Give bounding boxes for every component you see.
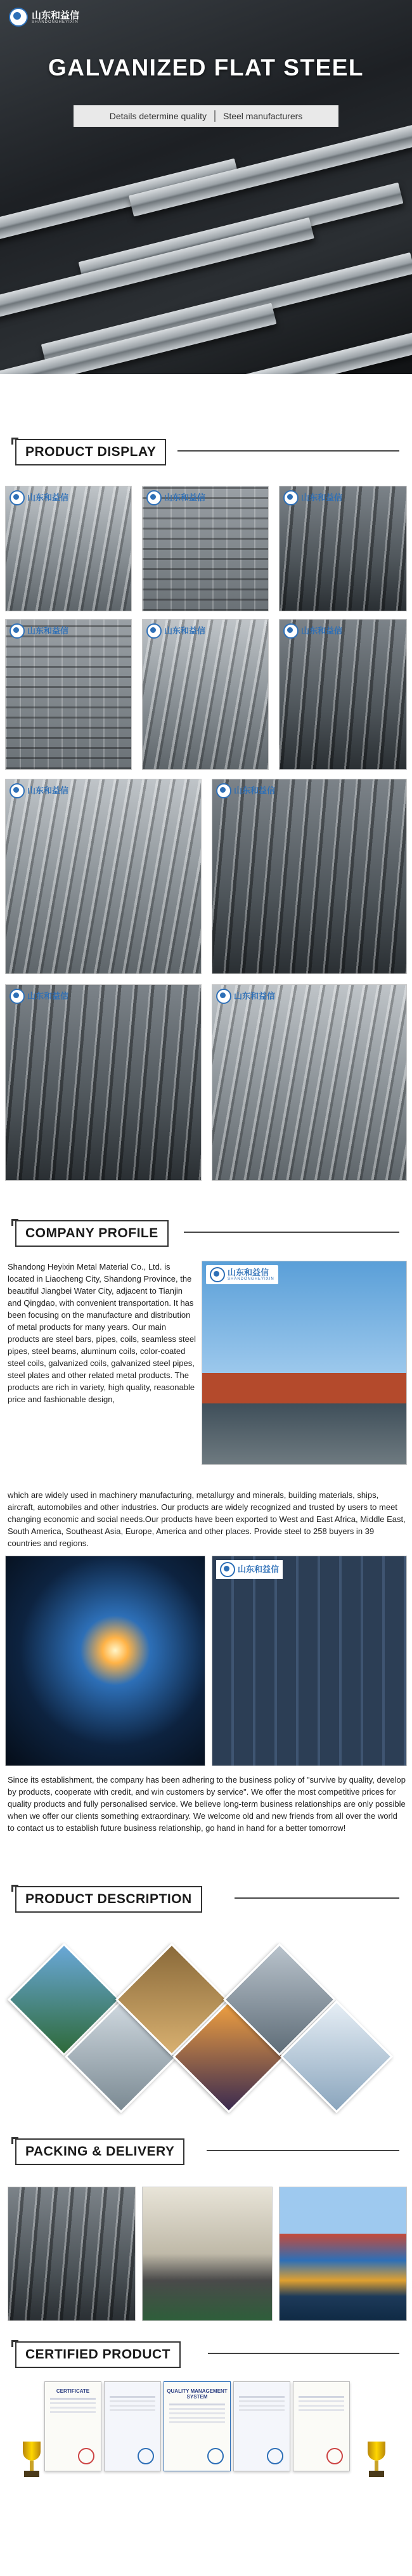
brand-logo	[9, 8, 79, 27]
product-photo: 山东和益信	[142, 486, 269, 611]
certificate-title: QUALITY MANAGEMENT SYSTEM	[167, 2388, 228, 2400]
section-header-company-profile	[11, 1219, 399, 1246]
section-title: PRODUCT DISPLAY	[15, 439, 166, 465]
hero-banner	[0, 0, 412, 374]
steel-bar-image	[0, 303, 276, 374]
section-header-product-description	[11, 1885, 399, 1911]
hero-title: GALVANIZED FLAT STEEL	[48, 55, 364, 81]
company-policy: Since its establishment, the company has been adhering to the business policy of "survive by quality, develop by products, cooperate with credit, and win customers by service". We offer the most competitive prices for quality products and fully personalised service. We believe long-term business relationships are only possible when we offer our clients something extraordinary. We welcome old and new friends from all over the world to contact us to establish future business relationship, go hand in hand for a better tomorrow!	[8, 1775, 406, 1833]
brand-name-cn: 山东和益信	[32, 9, 80, 21]
company-intro: Shandong Heyixin Metal Material Co., Ltd. is located in Liaocheng City, Shandong Province, the beautiful Jiangbei Water City, adjacent to Tianjin and Qingdao, with convenient transportation. It has been focusing on the manufacture and distribution of metal products for many years. Our main products are steel bars, pipes, coils, seamless steel pipes, steel beams, aluminum coils, color-coated steel coils, galvanized coils, galvanized steel pipes, steel plates and other related metal products. The products are rich in variety, high quality, reasonable price and fashionable design,	[8, 1262, 196, 1404]
section-header-packing-delivery	[11, 2137, 399, 2164]
section-title: PRODUCT DESCRIPTION	[15, 1886, 202, 1913]
product-photo: 山东和益信	[5, 984, 202, 1181]
certificate	[44, 2381, 101, 2471]
section-header-certified-product	[11, 2340, 399, 2367]
company-details: which are widely used in machinery manufacturing, metallurgy and minerals, building materials, ships, aircraft, automobiles and other industries. Our products are widely recognized and trusted by users to meet changing economic and social needs.Our products have been exported to West and East Africa, Middle East, South America, Southeast Asia, Europe, America and other places. Provide steel to 258 buyers in 39 countries and regions.	[8, 1490, 406, 1548]
section-header-product-display	[11, 438, 399, 464]
product-photo: 山东和益信	[212, 779, 407, 974]
truck-loading-photo	[142, 2187, 273, 2321]
packing-photo	[8, 2187, 136, 2321]
hero-tagline	[74, 105, 338, 127]
product-photo: 山东和益信	[142, 619, 269, 770]
product-photo: 山东和益信	[5, 486, 132, 611]
tagline-left: Details determine quality	[109, 111, 207, 121]
product-photo: 山东和益信	[212, 984, 407, 1181]
welding-photo	[5, 1556, 205, 1766]
section-title: CERTIFIED PRODUCT	[15, 2341, 181, 2368]
shipping-photo	[279, 2187, 407, 2321]
tagline-right: Steel manufacturers	[223, 111, 303, 121]
section-title: PACKING & DELIVERY	[15, 2138, 184, 2165]
product-photo: 山东和益信	[5, 779, 202, 974]
brand-name-en: SHANDONGHEYIXIN	[32, 20, 79, 24]
certificate	[293, 2381, 350, 2471]
trophy-icon	[364, 2442, 389, 2480]
logo-icon	[9, 8, 28, 27]
factory-photo: 山东和益信	[212, 1556, 407, 1766]
product-photo: 山东和益信	[5, 619, 132, 770]
company-building-photo: 山东和益信 SHANDONGHEYIXIN	[202, 1261, 407, 1465]
certificate	[233, 2381, 290, 2471]
trophy-icon	[19, 2442, 44, 2480]
product-photo: 山东和益信	[279, 486, 407, 611]
tagline-divider	[214, 110, 216, 122]
certificate	[164, 2381, 231, 2471]
certificate-title: CERTIFICATE	[56, 2388, 90, 2394]
section-title: COMPANY PROFILE	[15, 1220, 169, 1247]
product-photo: 山东和益信	[279, 619, 407, 770]
certificate	[104, 2381, 161, 2471]
